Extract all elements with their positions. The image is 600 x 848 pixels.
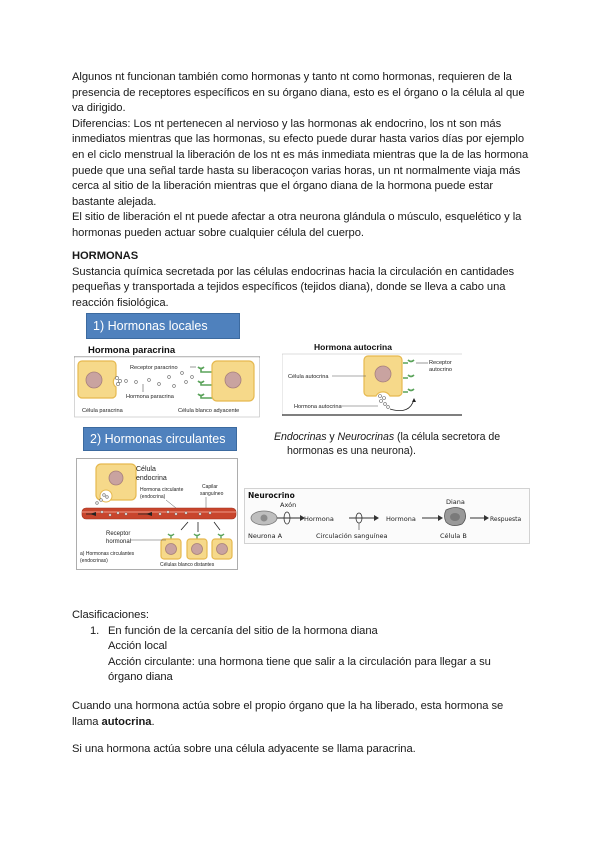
paracrina-text: Si una hormona actúa sobre una célula adyacente se llama paracrina.: [72, 743, 416, 755]
neurocrine-figure: [244, 488, 530, 544]
hormonas-definition: Sustancia química secretada por las células endocrinas hacia la circulación en cantidades pequeñas y transportada a tejidos específicos (tejidos diana), donde se lleva a cabo una reacción fisiológica.: [72, 265, 515, 309]
circulacion-label: Circulación sanguínea: [316, 532, 388, 540]
capilar-line1: Capilar: [202, 484, 218, 490]
hormona-label-2: Hormona: [386, 515, 416, 523]
sub-item-accion-local: Acción local: [108, 640, 168, 653]
autocrina-paragraph: [72, 699, 532, 730]
celula-endocrina-line1: Célula: [136, 466, 156, 473]
conjunction: y: [326, 431, 338, 443]
hormona-label-1: Hormona: [304, 515, 334, 523]
receptor-hormonal-line1: Receptor: [106, 531, 131, 537]
hormonas-heading: HORMONAS: [72, 250, 139, 262]
sub-item-accion-circulante-1: Acción circulante: una hormona tiene que salir a la circulación para llegar a su: [108, 655, 491, 668]
endo-neuro-note: [274, 430, 514, 458]
intro-paragraph-1: Algunos nt funcionan también como hormonas y tanto nt como hormonas, requieren de la presencia de receptores específicos en su órgano diana, esto es el órgano o la célula al que va dirigido.: [72, 71, 525, 115]
intro-text: [72, 70, 532, 242]
neurocrino-title: Neurocrino: [248, 491, 295, 500]
receptor-autocrino-line2: autocrino: [429, 367, 453, 373]
hormona-autocrina-label: Hormona autocrina: [294, 404, 342, 410]
hormonas-section: [72, 249, 532, 311]
celula-blanco-adyacente-label: Célula blanco adyacente: [178, 408, 240, 414]
list-item-1: [72, 624, 532, 686]
hormona-circulante-line2: (endocrina): [140, 494, 166, 500]
endo-neuro-rest-2: hormonas es una neurona).: [287, 445, 416, 457]
neurocrinas-term: Neurocrinas: [337, 431, 395, 443]
endo-neuro-rest-1: (la célula secretora de: [394, 431, 501, 443]
clasificaciones-section: [72, 608, 532, 686]
axon-label: Axón: [280, 501, 297, 509]
hormona-circulante-line1: Hormona circulante: [140, 487, 184, 493]
receptor-paracrino-label: Receptor paracrino: [130, 365, 178, 371]
celula-paracrina-label: Célula paracrina: [82, 408, 123, 414]
intro-paragraph-3: El sitio de liberación el nt puede afectar a otra neurona glándula o músculo, esquelético y la hormonas pueden actuar sobre cualquier célula del cuerpo.: [72, 211, 522, 239]
list-item-1-text: En función de la cercanía del sitio de la hormona diana: [108, 624, 378, 637]
receptor-hormonal-line2: hormonal: [106, 539, 132, 545]
paracrine-title: Hormona paracrina: [88, 345, 176, 356]
capilar-line2: sanguíneo: [200, 491, 224, 497]
autocrina-term: autocrina: [101, 715, 152, 728]
intro-paragraph-2: Diferencias: Los nt pertenecen al nervioso y las hormonas ak endocrino, los nt son más inmediatos mientras que las hormonas, su efecto puede durar hasta varios días por ejemplo en el ciclo menstrual la liberación de los nt es más inmediata mientras que la de las hormona puede que una señal tarde hasta su liberacoçon varias horas, un nt normalmente viaja más cerca al sitio de la liberación mientras que el órgano diana de la hormona puede estar bastante alejada.: [72, 117, 529, 208]
hormona-paracrina-label: Hormona paracrina: [126, 394, 174, 400]
diana-label: Diana: [446, 498, 465, 506]
circulating-hormones-figure: [76, 458, 238, 570]
celula-b-label: Célula B: [440, 532, 467, 540]
paracrina-paragraph: [72, 742, 532, 758]
autocrina-period: .: [151, 715, 155, 728]
caption-line1: a) Hormonas circulantes: [80, 551, 135, 557]
autocrine-title: Hormona autocrina: [314, 342, 392, 352]
celula-autocrina-label: Célula autocrina: [288, 374, 329, 380]
celulas-blanco-distantes-label: Células blanco distantes: [160, 562, 215, 568]
hormonas-circulantes-label: 2) Hormonas circulantes: [83, 427, 237, 451]
hormonas-locales-label: 1) Hormonas locales: [86, 313, 240, 339]
endocrinas-term: Endocrinas: [274, 431, 327, 443]
autocrine-figure: [282, 340, 462, 416]
list-number: 1.: [90, 624, 100, 637]
receptor-autocrino-line1: Receptor: [429, 360, 452, 366]
paracrine-figure: [74, 342, 260, 418]
clasificaciones-heading: Clasificaciones:: [72, 609, 149, 621]
sub-item-accion-circulante-2: órgano diana: [108, 671, 173, 684]
caption-line2: (endocrinas): [80, 558, 108, 564]
autocrina-text: Cuando una hormona actúa sobre el propio órgano que la ha liberado, esta hormona se llama: [72, 700, 504, 728]
celula-endocrina-line2: endocrina: [136, 475, 167, 482]
neurona-a-label: Neurona A: [248, 532, 283, 540]
respuesta-label: Respuesta: [490, 516, 522, 523]
